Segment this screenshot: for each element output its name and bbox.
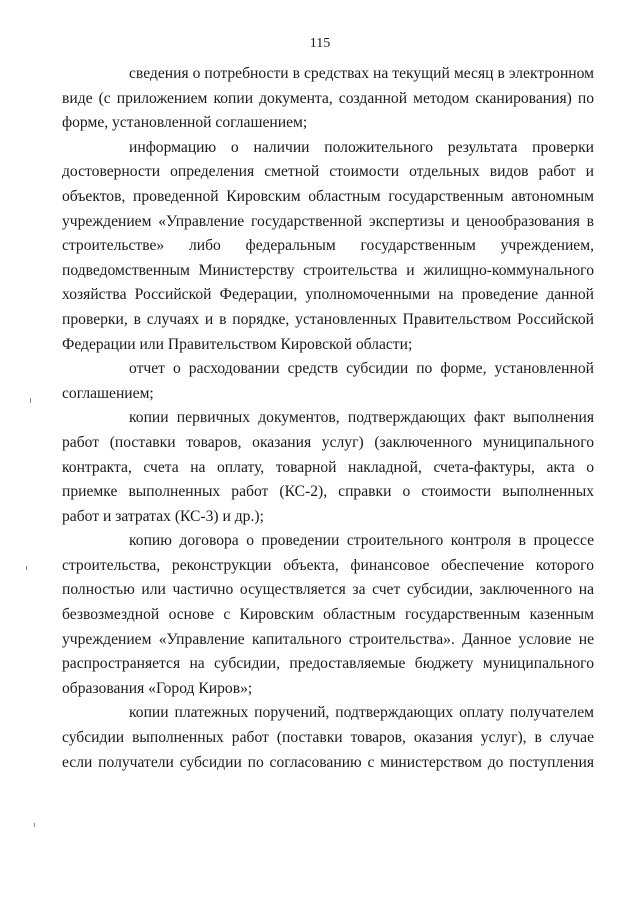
scan-artifact <box>34 823 35 827</box>
text-line: контракта, счета на оплату, товарной накладной, счета-фактуры, акта о <box>62 458 594 476</box>
text-line: соглашением; <box>62 384 154 402</box>
text-line: отчет о расходовании средств субсидии по форме, установленной <box>129 360 594 378</box>
text-line: хозяйства Российской Федерации, уполномоченными на проведение данной <box>62 286 594 304</box>
text-line: полностью или частично осуществляется за счет субсидии, заключенного на <box>62 581 594 599</box>
text-line: учреждением «Управление государственной экспертизы и ценообразования в <box>62 212 594 230</box>
text-line: строительства, реконструкции объекта, финансовое обеспечение которого <box>62 556 594 574</box>
text-line: копию договора о проведении строительного контроля в процессе <box>129 532 594 550</box>
text-line: достоверности определения сметной стоимости отдельных видов работ и <box>62 163 594 181</box>
text-line: если получатели субсидии по согласованию с министерством до поступления <box>62 753 594 771</box>
text-line: сведения о потребности в средствах на текущий месяц в электронном <box>129 65 594 82</box>
text-line: распространяется на субсидии, предоставляемые бюджету муниципального <box>62 655 594 673</box>
text-line: Федерации или Правительством Кировской области; <box>62 335 413 353</box>
text-line: работ (поставки товаров, оказания услуг) (заключенного муниципального <box>62 433 594 451</box>
scan-artifact <box>30 398 31 403</box>
text-line: копии платежных поручений, подтверждающих оплату получателем <box>129 704 594 722</box>
text-line: копии первичных документов, подтверждающих факт выполнения <box>129 409 594 427</box>
text-line: объектов, проведенной Кировским областным государственным автономным <box>62 187 594 205</box>
text-line: строительстве» либо федеральным государственным учреждением, <box>62 237 594 255</box>
text-line: виде (с приложением копии документа, созданной методом сканирования) по <box>62 89 594 107</box>
text-line: учреждением «Управление капитального строительства». Данное условие не <box>62 630 594 648</box>
text-line: информацию о наличии положительного результата проверки <box>129 138 594 156</box>
text-line: субсидии выполненных работ (поставки товаров, оказания услуг), в случае <box>62 729 594 747</box>
text-line: безвозмездной основе с Кировским областным государственным казенным <box>62 606 594 624</box>
text-line: приемке выполненных работ (КС-2), справки о стоимости выполненных <box>62 483 594 501</box>
text-line: проверки, в случаях и в порядке, установленных Правительством Российской <box>62 310 594 328</box>
text-line: работ и затратах (КС-3) и др.); <box>62 507 264 525</box>
scan-artifact <box>26 566 27 570</box>
text-line: подведомственным Министерству строительства и жилищно-коммунального <box>62 261 594 279</box>
text-line: форме, установленной соглашением; <box>62 114 308 132</box>
text-line: образования «Город Киров»; <box>62 679 253 697</box>
page-number: 115 <box>309 36 331 51</box>
document-body <box>62 62 594 775</box>
